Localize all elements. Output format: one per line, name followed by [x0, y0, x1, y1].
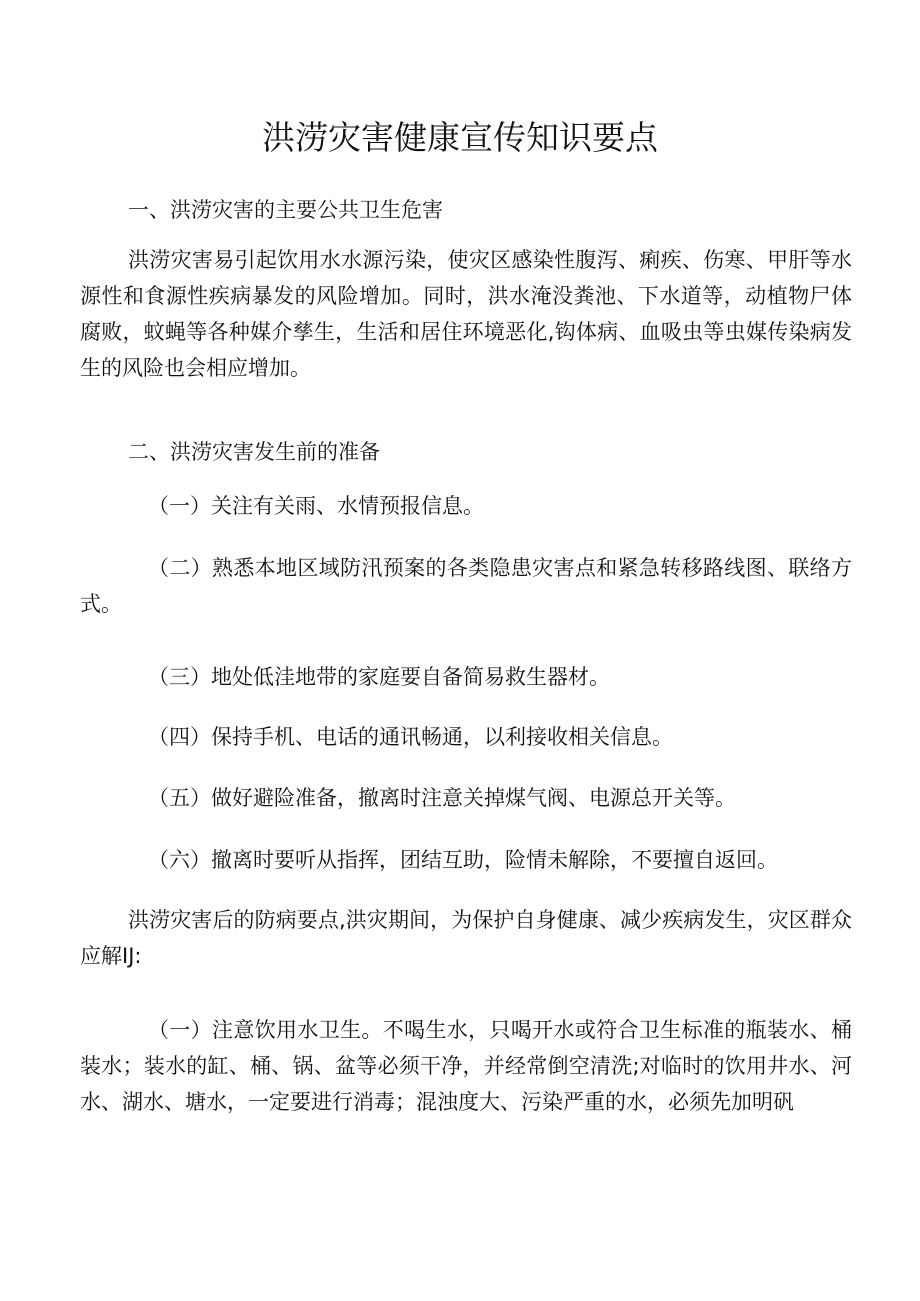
section2-item-1: （一）关注有关雨、水情预报信息。 [148, 494, 484, 518]
section1-heading: 一、洪涝灾害的主要公共卫生危害 [128, 198, 443, 222]
section2-item-5: （五）做好避险准备，撤离时注意关掉煤气阀、电源总开关等。 [148, 786, 736, 810]
document-title: 洪涝灾害健康宣传知识要点 [262, 118, 658, 157]
section2-item-2: （二）熟悉本地区域防汛预案的各类隐患灾害点和紧急转移路线图、联络方式。 [80, 556, 852, 616]
section2-item-4: （四）保持手机、电话的通讯畅通，以利接收相关信息。 [148, 725, 673, 749]
section3-item-1: （一）注意饮用水卫生。不喝生水，只喝开水或符合卫生标准的瓶装水、桶装水；装水的缸、桶、锅、盆等必须干净，并经常倒空清洗;对临时的饮用井水、河水、湖水、塘水，一定要进行消毒；混浊度大、污染严重的水，必须先加明矾 [80, 1018, 852, 1114]
section3-intro: 洪涝灾害后的防病要点,洪灾期间，为保护自身健康、减少疾病发生，灾区群众应解IJ: [80, 908, 852, 968]
section2-heading: 二、洪涝灾害发生前的准备 [128, 440, 380, 464]
section2-item-3: （三）地处低洼地带的家庭要自备简易救生器材。 [148, 665, 610, 689]
section2-item-6: （六）撤离时要听从指挥，团结互助，险情未解除，不要擅自返回。 [148, 848, 778, 872]
section1-body: 洪涝灾害易引起饮用水水源污染，使灾区感染性腹泻、痢疾、伤寒、甲肝等水源性和食源性疾病暴发的风险增加。同时，洪水淹没粪池、下水道等，动植物尸体腐败，蚊蝇等各种媒介孳生，生活和居住环境恶化,钩体病、血吸虫等虫媒传染病发生的风险也会相应增加。 [80, 248, 852, 380]
